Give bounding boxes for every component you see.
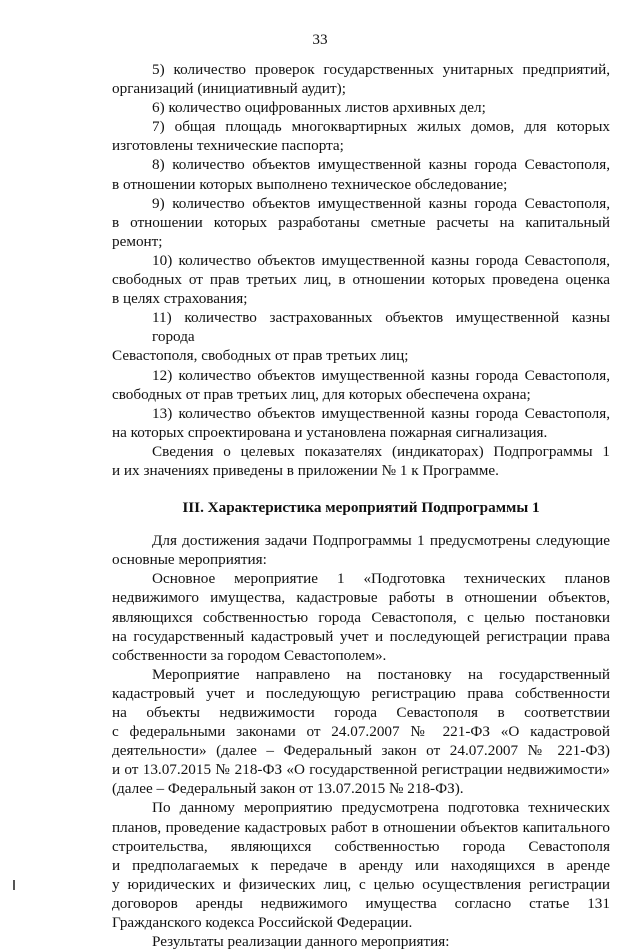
document-body [112,60,610,951]
indicator-list [112,60,610,480]
section-title: III. Характеристика мероприятий Подпрограммы 1 [182,499,540,517]
paragraph [112,117,610,155]
paragraph [112,404,610,442]
text-line: на объекты недвижимости города Севастополя в соответствии [112,704,610,721]
text-line: у юридических и физических лиц, с целью осуществления регистрации [112,875,610,893]
text-line: 7) общая площадь многоквартирных жилых домов, для которых [152,118,610,136]
paragraph [112,60,610,98]
text-line: в отношении которых разработаны сметные расчеты на капитальный ремонт; [112,213,610,250]
text-line: на государственный кадастровый учет и последующей регистрации права [112,627,610,645]
text-line: планов, проведение кадастровых работ в отношении объектов капитального [112,818,610,836]
text-line: кадастровый учет и последующую регистрацию права собственности [112,684,610,702]
page-number: 33 [312,31,328,48]
paragraph [112,194,610,251]
text-line: деятельности» (далее – Федеральный закон от 24.07.2007 № 221-ФЗ) [112,742,610,760]
text-line: основные мероприятия: [112,551,267,569]
paragraph [112,665,610,799]
text-line: собственности за городом Севастополем». [112,646,387,664]
paragraph [112,366,610,404]
text-line: в отношении которых выполнено техническое обследование; [112,175,508,193]
text-line: являющихся собственностью города Севастополя, с целью постановки [112,608,610,626]
text-line: и их значениях приведены в приложении № 1 к Программе. [112,461,499,479]
paragraph [112,442,610,480]
text-line: Сведения о целевых показателях (индикаторах) Подпрограммы 1 [152,442,610,460]
text-line: Гражданского кодекса Российской Федерации. [112,914,413,932]
paragraph [112,932,610,951]
text-line: на которых спроектирована и установлена пожарная сигнализация. [112,423,548,441]
text-line: Севастополя, свободных от прав третьих лиц; [112,347,409,365]
text-line: и предполагаемых к передаче в аренду или находящихся в аренде [112,856,610,874]
paragraph [112,251,610,308]
text-line: 9) количество объектов имущественной казны города Севастополя, [152,194,610,212]
text-line: договоров аренды недвижимого имущества согласно статье 131 [112,894,610,912]
text-line: 13) количество объектов имущественной казны города Севастополя, [152,404,610,422]
text-line: 6) количество оцифрованных листов архивных дел; [152,99,486,117]
text-line: свободных от прав третьих лиц, для которых обеспечена охрана; [112,385,531,403]
text-line: организаций (инициативный аудит); [112,80,346,98]
paragraph [112,308,610,365]
text-line: и от 13.07.2015 № 218-ФЗ «О государственной регистрации недвижимости» [112,761,610,779]
text-line: строительства, являющихся собственностью города Севастополя [112,837,610,855]
text-line: 12) количество объектов имущественной казны города Севастополя, [152,366,610,384]
text-line: в целях страхования; [112,290,248,308]
text-line: (далее – Федеральный закон от 13.07.2015 № 218-ФЗ). [112,780,464,798]
activities-description [112,531,610,951]
paragraph [112,98,610,117]
paragraph [112,531,610,569]
text-line: с федеральными законами от 24.07.2007 № 221-ФЗ «О кадастровой [112,723,610,741]
paragraph [112,569,610,664]
paragraph [112,798,610,932]
text-line: недвижимого имущества, кадастровые работы в отношении объектов, [112,589,610,607]
text-line: По данному мероприятию предусмотрена подготовка технических [152,799,610,817]
text-line: свободных от прав третьих лиц, в отношении которых проведена оценка [112,271,610,289]
text-line: 5) количество проверок государственных унитарных предприятий, [152,61,610,78]
text-line: 8) количество объектов имущественной казны города Севастополя, [152,156,610,174]
paragraph [112,155,610,193]
text-line: 11) количество застрахованных объектов имущественной казны города [152,309,610,346]
scan-margin-mark [13,880,15,890]
text-line: изготовлены технические паспорта; [112,137,344,155]
text-line: Основное мероприятие 1 «Подготовка технических планов [152,570,610,588]
text-line: Для достижения задачи Подпрограммы 1 предусмотрены следующие [152,532,610,550]
text-line: Результаты реализации данного мероприятия: [152,933,450,951]
text-line: Мероприятие направлено на постановку на государственный [152,665,610,683]
text-line: 10) количество объектов имущественной казны города Севастополя, [152,251,610,269]
